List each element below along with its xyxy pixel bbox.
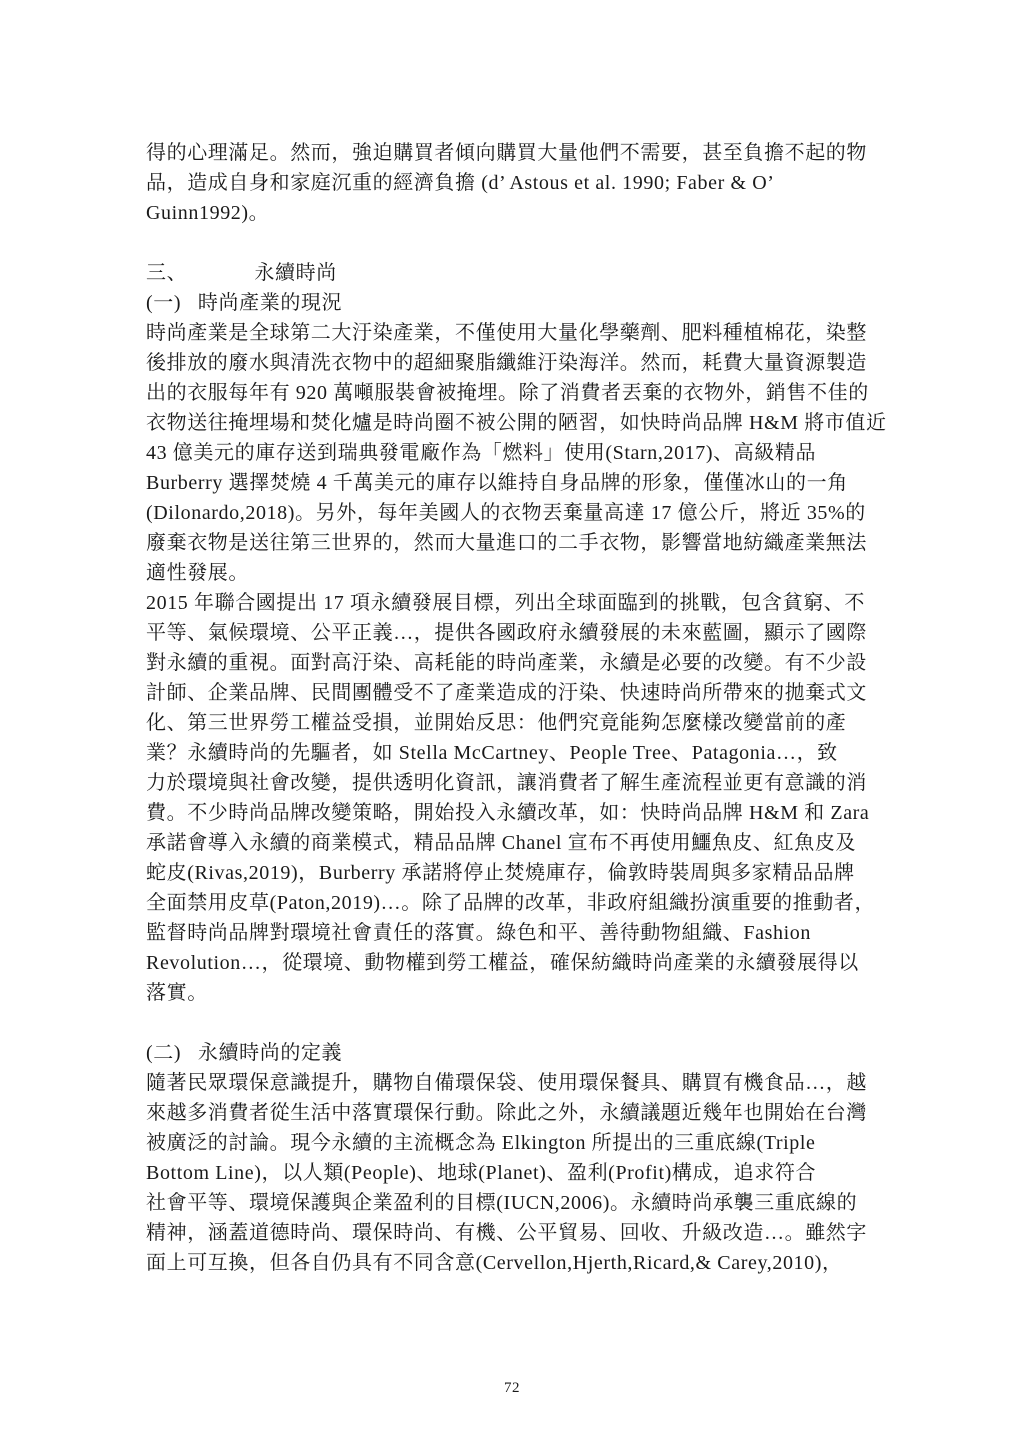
text-line: Burberry 選擇焚燒 4 千萬美元的庫存以維持自身品牌的形象，僅僅冰山的一角: [146, 472, 848, 494]
text-line: 化、第三世界勞工權益受損，並開始反思：他們究竟能夠怎麼樣改變當前的產: [146, 712, 847, 734]
text-line: 業？永續時尚的先驅者，如 Stella McCartney、People Tree、Patagonia…，致: [146, 742, 838, 764]
text-line: 對永續的重視。面對高汙染、高耗能的時尚產業，永續是必要的改變。有不少設: [146, 652, 867, 674]
subsection-heading: (一) 時尚產業的現況: [146, 292, 343, 314]
text-line: 出的衣服每年有 920 萬噸服裝會被掩埋。除了消費者丟棄的衣物外，銷售不佳的: [146, 382, 869, 404]
text-line: 後排放的廢水與清洗衣物中的超細聚脂纖維汙染海洋。然而，耗費大量資源製造: [146, 352, 867, 374]
text-line: 社會平等、環境保護與企業盈利的目標(IUCN,2006)。永續時尚承襲三重底線的: [146, 1192, 858, 1214]
text-line: 費。不少時尚品牌改變策略，開始投入永續改革，如：快時尚品牌 H&M 和 Zara: [146, 802, 870, 824]
text-line: 全面禁用皮草(Paton,2019)…。除了品牌的改革，非政府組織扮演重要的推動者，: [146, 892, 876, 914]
text-line: 力於環境與社會改變，提供透明化資訊，讓消費者了解生產流程並更有意識的消: [146, 772, 867, 794]
text-line: Bottom Line)，以人類(People)、地球(Planet)、盈利(Profit)構成，追求符合: [146, 1162, 817, 1184]
page-number: 72: [504, 1380, 520, 1396]
text-line: Revolution…，從環境、動物權到勞工權益，確保紡織時尚產業的永續發展得以: [146, 952, 859, 974]
text-line: 2015 年聯合國提出 17 項永續發展目標，列出全球面臨到的挑戰，包含貧窮、不: [146, 592, 865, 614]
text-line: 廢棄衣物是送往第三世界的，然而大量進口的二手衣物，影響當地紡織產業無法: [146, 532, 867, 554]
blank-line: [146, 1008, 888, 1038]
text-line: 得的心理滿足。然而，強迫購買者傾向購買大量他們不需要，甚至負擔不起的物: [146, 142, 867, 164]
text-line: 時尚產業是全球第二大汙染產業，不僅使用大量化學藥劑、肥料種植棉花，染整: [146, 322, 867, 344]
blank-line: [146, 228, 888, 258]
text-line: 被廣泛的討論。現今永續的主流概念為 Elkington 所提出的三重底線(Triple: [146, 1132, 816, 1154]
text-line: 43 億美元的庫存送到瑞典發電廠作為「燃料」使用(Starn,2017)、高級精品: [146, 442, 817, 464]
text-line: 隨著民眾環保意識提升，購物自備環保袋、使用環保餐具、購買有機食品…，越: [146, 1072, 867, 1094]
text-line: 面上可互換，但各自仍具有不同含意(Cervellon,Hjerth,Ricard,& Carey,2010)，: [146, 1252, 843, 1274]
text-line: 適性發展。: [146, 562, 249, 584]
subsection-heading: (二) 永續時尚的定義: [146, 1042, 343, 1064]
text-line: 衣物送往掩埋場和焚化爐是時尚圈不被公開的陋習，如快時尚品牌 H&M 將市值近: [146, 412, 887, 434]
text-line: 蛇皮(Rivas,2019)，Burberry 承諾將停止焚燒庫存，倫敦時裝周與多家精品品牌: [146, 862, 855, 884]
text-line: 承諾會導入永續的商業模式，精品品牌 Chanel 宣布不再使用鱷魚皮、紅魚皮及: [146, 832, 857, 854]
text-line: 來越多消費者從生活中落實環保行動。除此之外，永續議題近幾年也開始在台灣: [146, 1102, 867, 1124]
text-line: 計師、企業品牌、民間團體受不了產業造成的汙染、快速時尚所帶來的拋棄式文: [146, 682, 867, 704]
document-body: [146, 138, 888, 1278]
text-line: 精神，涵蓋道德時尚、環保時尚、有機、公平貿易、回收、升級改造…。雖然字: [146, 1222, 867, 1244]
text-line: 品，造成自身和家庭沉重的經濟負擔 (d’ Astous et al. 1990; Faber & O’: [146, 172, 775, 194]
text-line: Guinn1992)。: [146, 202, 270, 224]
text-line: 落實。: [146, 982, 208, 1004]
section-heading: 三、 永續時尚: [146, 262, 337, 284]
text-line: 監督時尚品牌對環境社會責任的落實。綠色和平、善待動物組織、Fashion: [146, 922, 811, 944]
text-line: 平等、氣候環境、公平正義…，提供各國政府永續發展的未來藍圖，顯示了國際: [146, 622, 867, 644]
text-line: (Dilonardo,2018)。另外，每年美國人的衣物丟棄量高達 17 億公斤，將近 35%的: [146, 502, 866, 524]
